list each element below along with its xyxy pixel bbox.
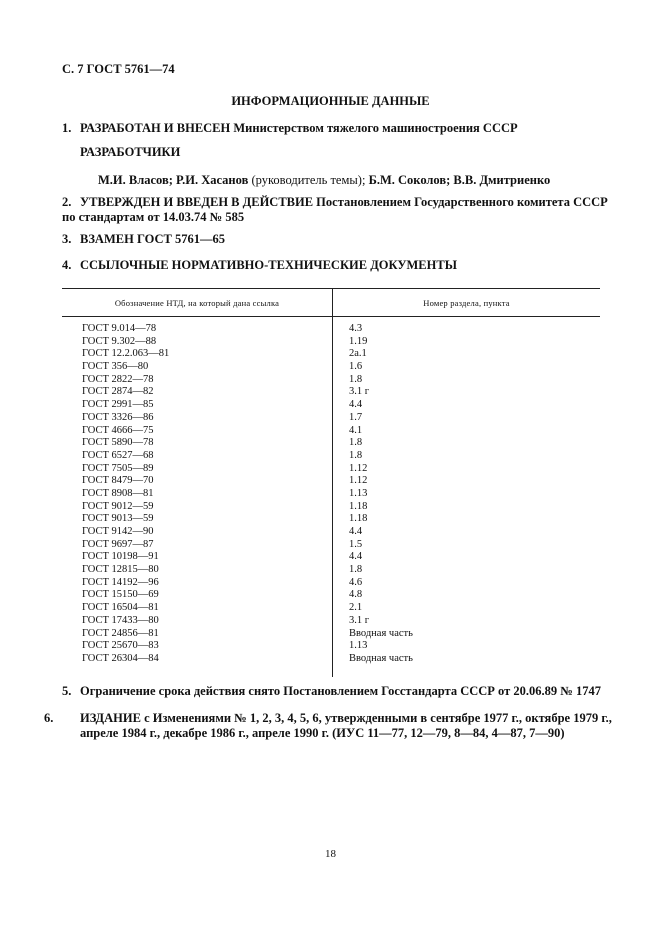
table-cell-ref: 3.1 г xyxy=(349,386,370,398)
section-2 xyxy=(62,195,610,225)
table-cell-ref: 1.8 xyxy=(349,449,363,461)
table-header-col1: Обозначение НТД, на который дана ссылка xyxy=(114,298,280,308)
table-cell-doc: ГОСТ 5890—78 xyxy=(82,437,154,449)
section-3 xyxy=(62,232,610,247)
table-row xyxy=(62,425,600,438)
table-row xyxy=(62,412,600,425)
table-cell-doc: ГОСТ 10198—91 xyxy=(82,551,159,563)
table-cell-ref: 4.4 xyxy=(349,551,363,563)
section-2-text: УТВЕРЖДЕН И ВВЕДЕН В ДЕЙСТВИЕ Постановлением Государственного комитета СССР по стандартам от 14.03.74 № 585 xyxy=(62,195,608,224)
table-cell-doc: ГОСТ 2822—78 xyxy=(82,373,154,385)
section-4-number: 4. xyxy=(62,258,72,272)
table-header-col2: Номер раздела, пункта xyxy=(423,298,510,308)
table-row xyxy=(62,348,600,361)
table-cell-ref: 1.13 xyxy=(349,640,368,652)
developer-role: (руководитель темы); xyxy=(251,173,366,187)
table-cell-doc: ГОСТ 2874—82 xyxy=(82,386,154,398)
table-row xyxy=(62,450,600,463)
table-cell-doc: ГОСТ 24856—81 xyxy=(82,627,159,639)
table-cell-ref: 4.1 xyxy=(349,424,363,436)
developer-name: В.В. Дмитриенко xyxy=(453,173,551,187)
table-row xyxy=(62,539,600,552)
table-row xyxy=(62,615,600,628)
table-cell-ref: 4.4 xyxy=(349,526,363,537)
table-cell-doc: ГОСТ 12815—80 xyxy=(82,564,159,576)
section-1 xyxy=(62,121,610,136)
table-row xyxy=(62,488,600,501)
table-row xyxy=(62,640,600,653)
table-cell-doc: ГОСТ 9012—59 xyxy=(82,500,154,512)
table-cell-ref: 1.8 xyxy=(349,437,363,449)
table-header-rule xyxy=(62,316,600,317)
table-row xyxy=(62,564,600,577)
table-body xyxy=(62,323,600,666)
table-row xyxy=(62,399,600,412)
table-cell-doc: ГОСТ 3326—86 xyxy=(82,411,154,423)
table-cell-ref: 1.13 xyxy=(349,487,368,499)
table-cell-doc: ГОСТ 8479—70 xyxy=(82,475,154,487)
table-row xyxy=(62,323,600,336)
developers-label: РАЗРАБОТЧИКИ xyxy=(80,145,181,159)
table-cell-ref: 4.3 xyxy=(349,323,363,334)
table-row xyxy=(62,551,600,564)
table-cell-doc: ГОСТ 2991—85 xyxy=(82,399,154,411)
table-cell-ref: 2а.1 xyxy=(349,348,367,360)
section-5-number: 5. xyxy=(62,684,72,698)
section-6-text: ИЗДАНИЕ с Изменениями № 1, 2, 3, 4, 5, 6, утвержденными в сентябре 1977 г., октябре 1979 г., апреле 1984 г., декабре 1986 г., апреле 1990 г. (ИУС 11—77, 12—79, 8—84, 4—87, 7—90) xyxy=(80,711,612,740)
table-cell-doc: ГОСТ 6527—68 xyxy=(82,449,154,461)
table-cell-doc: ГОСТ 12.2.063—81 xyxy=(82,348,170,360)
section-6-number: 6. xyxy=(44,711,54,725)
table-header-divider xyxy=(332,288,333,328)
table-cell-doc: ГОСТ 4666—75 xyxy=(82,424,154,436)
developer-name: Р.И. Хасанов xyxy=(176,173,249,187)
section-2-number: 2. xyxy=(62,195,72,209)
table-row xyxy=(62,437,600,450)
table-row xyxy=(62,374,600,387)
table-row xyxy=(62,628,600,641)
table-row xyxy=(62,602,600,615)
table-cell-doc: ГОСТ 26304—84 xyxy=(82,652,159,664)
table-row xyxy=(62,653,600,666)
developer-name: Б.М. Соколов; xyxy=(368,173,451,187)
table-cell-doc: ГОСТ 356—80 xyxy=(82,361,149,373)
table-cell-ref: 3.1 г xyxy=(349,614,370,626)
section-5 xyxy=(62,684,610,699)
table-cell-ref: Вводная часть xyxy=(349,652,413,664)
table-cell-doc: ГОСТ 16504—81 xyxy=(82,602,159,614)
table-row xyxy=(62,526,600,539)
table-cell-ref: 1.12 xyxy=(349,475,368,487)
table-cell-ref: 1.18 xyxy=(349,513,368,525)
table-cell-doc: ГОСТ 7505—89 xyxy=(82,462,154,474)
table-cell-ref: 2.1 xyxy=(349,602,363,614)
section-1-text: РАЗРАБОТАН И ВНЕСЕН Министерством тяжелого машиностроения СССР xyxy=(80,121,518,135)
section-3-text: ВЗАМЕН ГОСТ 5761—65 xyxy=(80,232,225,246)
table-row xyxy=(62,475,600,488)
table-cell-ref: 1.8 xyxy=(349,373,363,385)
developer-name: М.И. Власов; xyxy=(98,173,173,187)
table-cell-ref: 4.6 xyxy=(349,576,363,588)
section-3-number: 3. xyxy=(62,232,72,246)
table-row xyxy=(62,336,600,349)
table-row xyxy=(62,589,600,602)
table-cell-doc: ГОСТ 9013—59 xyxy=(82,513,154,525)
table-cell-ref: 1.5 xyxy=(349,538,363,550)
table-cell-doc: ГОСТ 9.302—88 xyxy=(82,335,157,347)
table-cell-doc: ГОСТ 9697—87 xyxy=(82,538,154,550)
table-cell-ref: 1.19 xyxy=(349,335,368,347)
table-cell-doc: ГОСТ 17433—80 xyxy=(82,614,159,626)
table-cell-ref: 1.7 xyxy=(349,411,363,423)
table-cell-doc: ГОСТ 15150—69 xyxy=(82,589,159,601)
section-1-number: 1. xyxy=(62,121,72,135)
page-title: ИНФОРМАЦИОННЫЕ ДАННЫЕ xyxy=(231,94,430,108)
section-4 xyxy=(62,258,610,273)
table-cell-ref: 1.12 xyxy=(349,462,368,474)
table-row xyxy=(62,361,600,374)
section-5-text: Ограничение срока действия снято Постановлением Госстандарта СССР от 20.06.89 № 1747 xyxy=(80,684,601,698)
table-cell-ref: 1.18 xyxy=(349,500,368,512)
section-4-text: ССЫЛОЧНЫЕ НОРМАТИВНО-ТЕХНИЧЕСКИЕ ДОКУМЕНТЫ xyxy=(80,258,457,272)
table-row xyxy=(62,577,600,590)
section-6 xyxy=(44,711,620,741)
table-cell-doc: ГОСТ 9.014—78 xyxy=(82,323,157,334)
table-cell-doc: ГОСТ 8908—81 xyxy=(82,487,154,499)
table-cell-ref: 1.6 xyxy=(349,361,363,373)
table-row xyxy=(62,463,600,476)
table-cell-doc: ГОСТ 25670—83 xyxy=(82,640,159,652)
table-cell-ref: Вводная часть xyxy=(349,627,413,639)
table-cell-ref: 4.4 xyxy=(349,399,363,411)
table-row xyxy=(62,386,600,399)
page-number: 18 xyxy=(325,848,336,860)
table-row xyxy=(62,513,600,526)
table-top-rule xyxy=(62,288,600,289)
page-header: С. 7 ГОСТ 5761—74 xyxy=(62,62,175,76)
table-cell-doc: ГОСТ 9142—90 xyxy=(82,526,154,537)
developers-list xyxy=(98,173,550,188)
table-cell-ref: 1.8 xyxy=(349,564,363,576)
table-row xyxy=(62,501,600,514)
table-cell-ref: 4.8 xyxy=(349,589,363,601)
table-cell-doc: ГОСТ 14192—96 xyxy=(82,576,159,588)
